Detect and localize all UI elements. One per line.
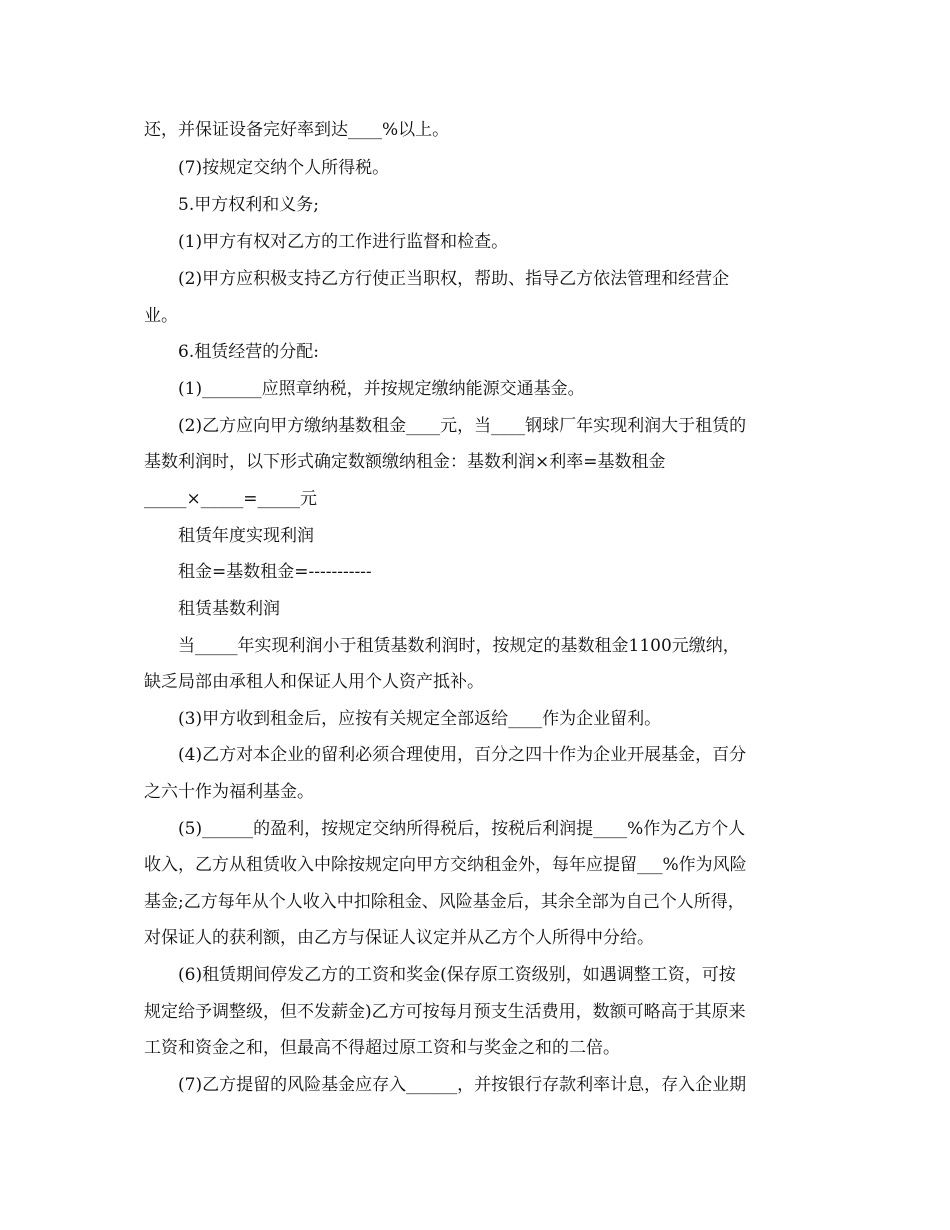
text-line: 基金;乙方每年从个人收入中扣除租金、风险基金后，其余全部为自己个人所得，: [144, 892, 745, 912]
text-line: (7)乙方提留的风险基金应存入______，并按银行存款利率计息，存入企业期: [178, 1075, 747, 1095]
text-line: 当_____年实现利润小于租赁基数利润时，按规定的基数租金1100元缴纳，: [178, 636, 740, 656]
text-line: (2)乙方应向甲方缴纳基数租金____元，当____钢球厂年实现利润大于租赁的: [178, 416, 747, 436]
text-line: (1)_______应照章纳税，并按规定缴纳能源交通基金。: [178, 379, 585, 399]
text-line: (2)甲方应积极支持乙方行使正当职权，帮助、指导乙方依法管理和经营企: [178, 269, 730, 289]
text-line: 缺乏局部由承租人和保证人用个人资产抵补。: [144, 672, 484, 692]
text-line: (3)甲方收到租金后，应按有关规定全部返给____作为企业留利。: [178, 709, 662, 729]
text-line: 规定给予调整级，但不发薪金)乙方可按每月预支生活费用，数额可略高于其原来: [144, 1002, 746, 1022]
text-line: (6)租赁期间停发乙方的工资和奖金(保存原工资级别，如遇调整工资，可按: [178, 965, 736, 985]
text-line: 工资和资金之和，但最高不得超过原工资和与奖金之和的二倍。: [144, 1038, 620, 1058]
formula-numerator: 租赁年度实现利润: [178, 526, 314, 546]
text-line: (4)乙方对本企业的留利必须合理使用，百分之四十作为企业开展基金，百分: [178, 745, 747, 765]
text-line: 收入，乙方从租赁收入中除按规定向甲方交纳租金外，每年应提留___%作为风险: [144, 855, 747, 875]
formula-denominator: 租赁基数利润: [178, 599, 280, 619]
formula-line: 租金=基数租金=-----------: [178, 562, 372, 582]
text-line: 之六十作为福利基金。: [144, 782, 314, 802]
section-heading: 6.租赁经营的分配:: [178, 342, 319, 362]
text-line: (7)按规定交纳个人所得税。: [178, 158, 390, 178]
text-line: 基数利润时，以下形式确定数额缴纳租金：基数利润×利率=基数租金: [144, 452, 666, 472]
text-line: 还，并保证设备完好率到达____%以上。: [144, 120, 450, 140]
text-line: (1)甲方有权对乙方的工作进行监督和检查。: [178, 232, 509, 252]
text-line: (5)______的盈利，按规定交纳所得税后，按税后利润提____%作为乙方个人: [178, 819, 746, 839]
text-line: 对保证人的获利额，由乙方与保证人议定并从乙方个人所得中分给。: [144, 928, 654, 948]
formula-line: _____×_____=_____元: [144, 489, 317, 509]
section-heading: 5.甲方权利和义务;: [178, 195, 319, 215]
text-line: 业。: [144, 306, 178, 326]
